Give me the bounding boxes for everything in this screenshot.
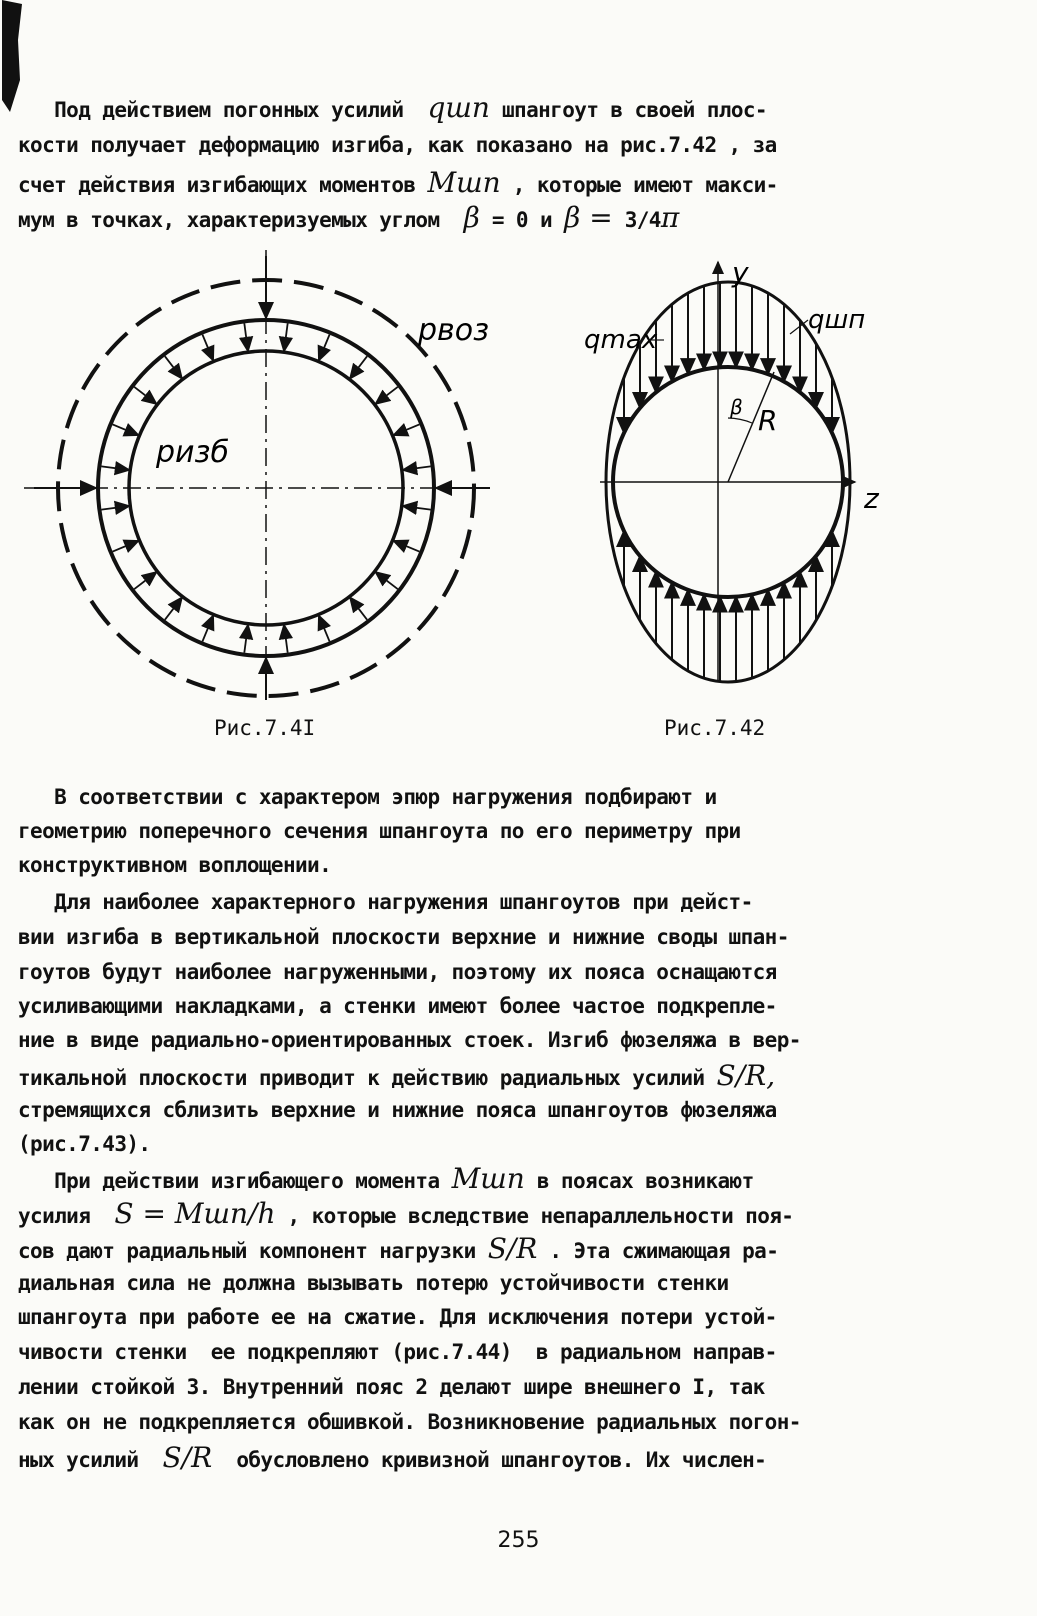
paragraph-1-line-3: счет действия изгибающих моментов Mшп , которые имеют макси- — [18, 166, 778, 199]
paragraph-3-line-7: стремящихся сблизить верхние и нижние пояса шпангоутов фюзеляжа — [18, 1098, 777, 1122]
symbol-beta-eq: β = — [564, 201, 613, 234]
paragraph-2-line-3: конструктивном воплощении. — [18, 853, 332, 877]
paragraph-3-line-5: ние в виде радиально-ориентированных стоек. Изгиб фюзеляжа в вер- — [18, 1028, 801, 1052]
pressure-arrow — [165, 356, 182, 378]
caption-fig-7-41: Рис.7.4I — [214, 716, 316, 740]
paragraph-4-line-5: шпангоута при работе ее на сжатие. Для исключения потери устой- — [18, 1305, 777, 1329]
paragraph-2-line-1: В соответствии с характером эпюр нагружения подбирают и — [18, 785, 717, 809]
pressure-arrow — [244, 323, 248, 351]
paragraph-4-line-1: При действии изгибающего момента Mшп в поясах возникают — [18, 1162, 754, 1195]
pressure-arrow — [165, 597, 182, 619]
symbol-pi: π — [660, 201, 680, 234]
symbol-beta: β — [463, 201, 480, 234]
paragraph-3-line-2: вии изгиба в вертикальной плоскости верхние и нижние своды шпан- — [18, 925, 789, 949]
label-z: z — [864, 482, 879, 515]
paragraph-1-line-1: Под действием погонных усилий qшп шпангоут в своей плос- — [18, 91, 767, 124]
paragraph-4-line-4: диальная сила не должна вызывать потерю устойчивости стенки — [18, 1271, 729, 1295]
symbol-m-shp-2: Mшп — [451, 1162, 525, 1195]
paragraph-1-line-2: кости получает деформацию изгиба, как показано на рис.7.42 , за — [18, 133, 777, 157]
symbol-s-over-r-2: S/R — [487, 1232, 538, 1265]
pressure-arrow — [101, 466, 129, 470]
pressure-arrow — [393, 541, 419, 552]
label-q-max: qmax — [584, 325, 658, 355]
pressure-arrow — [134, 387, 156, 404]
pressure-arrow — [350, 356, 367, 378]
symbol-s-over-r: S/R, — [716, 1059, 776, 1092]
pressure-arrow — [284, 323, 288, 351]
pressure-arrow — [403, 506, 431, 510]
label-q-shp: qшп — [808, 305, 866, 335]
label-p-izb: pизб — [156, 435, 229, 470]
pressure-arrow — [319, 615, 330, 641]
label-beta: β — [730, 395, 743, 419]
paragraph-4-line-7: лении стойкой 3. Внутренний пояс 2 делают шире внешнего I, так — [18, 1375, 765, 1399]
pressure-arrow — [113, 424, 139, 435]
pressure-arrow — [284, 625, 288, 653]
figure-7-42 — [580, 250, 900, 690]
page-number: 255 — [497, 1528, 540, 1553]
label-y: y — [732, 256, 749, 289]
symbol-m-shp: Mшп — [427, 166, 501, 199]
paragraph-4-line-2: усилия S = Mшп/h , которые вследствие непараллельности поя- — [18, 1197, 794, 1230]
label-r: R — [758, 404, 778, 437]
paragraph-2-line-2: геометрию поперечного сечения шпангоута по его периметру при — [18, 819, 741, 843]
paragraph-4-line-6: чивости стенки ее подкрепляют (рис.7.44) в радиальном направ- — [18, 1340, 777, 1364]
pressure-arrow — [113, 541, 139, 552]
pressure-arrow — [350, 597, 367, 619]
paragraph-4-line-9: ных усилий S/R обусловлено кривизной шпангоутов. Их числен- — [18, 1441, 767, 1474]
pressure-arrow — [101, 506, 129, 510]
figure-7-41 — [10, 240, 490, 700]
caption-fig-7-42: Рис.7.42 — [664, 716, 766, 740]
pressure-arrow — [375, 387, 397, 404]
pressure-arrow — [375, 572, 397, 589]
pressure-arrow — [403, 466, 431, 470]
pressure-arrow — [319, 335, 330, 361]
paragraph-3-line-3: гоутов будут наиболее нагруженными, поэтому их пояса оснащаются — [18, 960, 777, 984]
paragraph-3-line-4: усиливающими накладками, а стенки имеют более частое подкрепле- — [18, 994, 777, 1018]
symbol-s-over-r-3: S/R — [162, 1441, 213, 1474]
formula-s: S = Mшп/h — [114, 1197, 276, 1230]
paragraph-3-line-1: Для наиболее характерного нагружения шпангоутов при дейст- — [18, 890, 753, 914]
pressure-arrow — [134, 572, 156, 589]
symbol-q-shp: qшп — [427, 91, 490, 124]
paragraph-1-line-4: мум в точках, характеризуемых углом β = 0 и β = 3/4π — [18, 201, 680, 234]
paragraph-4-line-3: сов дают радиальный компонент нагрузки S/R . Эта сжимающая ра- — [18, 1232, 779, 1265]
label-p-voz: pвоз — [418, 313, 490, 348]
paragraph-3-line-8: (рис.7.43). — [18, 1132, 151, 1156]
pressure-arrow — [244, 625, 248, 653]
pressure-arrow — [202, 615, 213, 641]
pressure-arrow — [393, 424, 419, 435]
paragraph-4-line-8: как он не подкрепляется обшивкой. Возникновение радиальных погон- — [18, 1410, 801, 1434]
pressure-arrow — [202, 335, 213, 361]
paragraph-3-line-6: тикальной плоскости приводит к действию радиальных усилий S/R, — [18, 1059, 776, 1092]
